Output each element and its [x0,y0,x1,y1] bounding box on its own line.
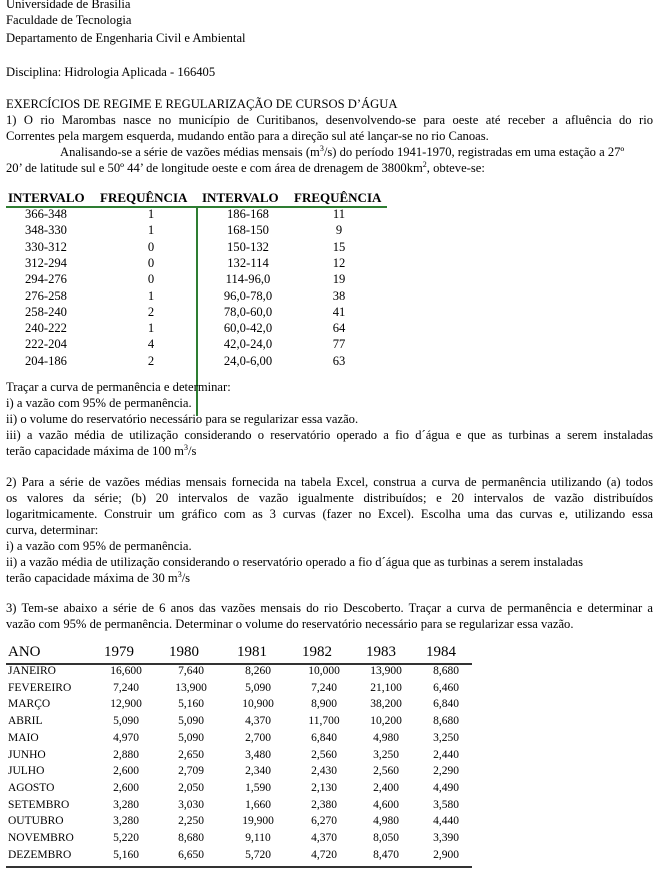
table2-cell: 3,250 [373,748,399,761]
table1-row [6,256,387,272]
ex2-task-ii-line2: terão capacidade máxima de 30 $m^3/s$ [6,569,191,585]
table2-cell: 13,900 [175,681,207,694]
table2-row [6,815,472,832]
table2-month: DEZEMBRO [8,848,72,861]
table2-header-year-label: ANO [8,644,41,660]
table1-cell: 41 [332,304,346,319]
table2-cell: 10,000 [308,665,340,677]
table2-cell: 2,700 [245,731,271,744]
table2-row [6,665,472,682]
table2-month: AGOSTO [8,781,55,794]
table1-cell: 2 [147,304,155,319]
ex2-task-i: i) a vazão com 95% de permanência. [6,539,192,553]
table1-cell: 64 [332,321,346,336]
table1-row [6,289,387,305]
table2-cell: 2,130 [311,781,337,794]
discipline-line: Disciplina: Hidrologia Aplicada - 166405 [6,65,216,79]
table1-cell: 19 [332,272,346,287]
ex1-task-iii-line2: terão capacidade máxima de 100 $m^3/s$ [6,442,197,458]
ex1-task-i: i) a vazão com 95% de permanência. [6,396,192,410]
table2-cell: 3,250 [433,731,459,744]
table1-cell: 63 [332,353,346,368]
exercise-title: EXERCÍCIOS DE REGIME E REGULARIZAÇÃO DE CURSOS D’ÁGUA [6,97,398,111]
table2-cell: 16,600 [110,665,142,677]
department-name: Departamento de Engenharia Civil e Ambiental [6,31,246,45]
table2-month: MAIO [8,731,39,744]
table1-row [6,240,387,256]
table1-cell: 222-204 [25,337,67,352]
table1-cell: 114-96,0 [225,272,271,287]
ex1-task-intro: Traçar a curva de permanência e determinar: [6,380,231,394]
ex2-line1: 2) Para a série de vazões médias mensais fornecida na tabela Excel, construa a curva de permanência utilizando (a) todos [6,475,653,489]
table2-cell: 2,709 [178,765,204,778]
table1-cell: 1 [147,288,155,303]
table2-cell: 2,440 [433,748,459,761]
table2-cell: 6,840 [311,731,337,744]
table2-cell: 12,900 [110,698,142,711]
table2-cell: 11,700 [308,715,340,728]
table1-cell: 0 [147,239,155,254]
faculty-name: Faculdade de Tecnologia [6,13,132,27]
table2-month: SETEMBRO [8,798,70,811]
table2-cell: 2,290 [433,765,459,778]
table2-row [6,682,472,699]
table2-row [6,832,472,849]
table2-row [6,732,472,749]
table2-cell: 7,640 [178,665,204,677]
table1-cell: 24,0-6,00 [223,353,273,368]
table2-month: NOVEMBRO [8,832,74,844]
table1-cell: 1 [147,223,155,238]
table2-cell: 5,090 [245,681,271,694]
table2-cell: 8,050 [373,832,399,844]
table1-cell: 276-258 [25,288,67,303]
table2-cell: 5,160 [178,698,204,711]
table2-cell: 2,380 [311,798,337,811]
table2-header-1980: 1980 [169,644,199,660]
table1-cell: 366-348 [25,207,67,221]
table2-cell: 2,560 [373,765,399,778]
table2-cell: 10,900 [242,698,274,711]
table2-cell: 2,400 [373,781,399,794]
table2-cell: 5,090 [178,715,204,728]
table2-header-1983: 1983 [366,644,396,660]
table2-month: OUTUBRO [8,815,64,828]
table2-cell: 7,240 [113,681,139,694]
table2-cell: 9,110 [245,832,271,844]
table2-row [6,749,472,766]
table2-row [6,715,472,732]
table2-cell: 5,090 [113,715,139,728]
table2-cell: 4,440 [433,815,459,828]
table1-cell: 15 [332,239,346,254]
ex1-task-iii-line1: iii) a vazão média de utilização considerando o reservatório operado a fio d´água e que as turbinas a serem instaladas [6,428,653,442]
table2-cell: 8,900 [311,698,337,711]
table2-header-1979: 1979 [104,644,134,660]
university-name: Universidade de Brasília [6,0,131,11]
table1-header-frequency-1: FREQUÊNCIA [100,190,188,205]
table1-row [6,321,387,337]
table2-cell: 8,260 [245,665,271,677]
table2-cell: 2,650 [178,748,204,761]
table2-row [6,782,472,799]
table2-cell: 3,390 [433,832,459,844]
table2-month: JULHO [8,765,45,778]
table2-cell: 19,900 [242,815,274,828]
table1-cell: 168-150 [227,223,269,238]
table1-cell: 96,0-78,0 [223,288,273,303]
table1-cell: 1 [147,321,155,336]
table2-cell: 10,200 [370,715,402,728]
table1-cell: 60,0-42,0 [223,321,273,336]
table2-cell: 21,100 [370,681,402,694]
table2-cell: 4,600 [373,798,399,811]
table2-month: ABRIL [8,715,43,728]
table1-cell: 42,0-24,0 [223,337,273,352]
table1-cell: 0 [147,255,155,270]
table2-cell: 13,900 [370,665,402,677]
table1-cell: 78,0-60,0 [223,304,273,319]
table1-cell: 348-330 [25,223,67,238]
table2-cell: 6,650 [178,848,204,861]
table1-cell: 12 [332,255,346,270]
table2-cell: 5,160 [113,848,139,861]
table2-cell: 2,560 [311,748,337,761]
table1-row [6,305,387,321]
table2-header-1981: 1981 [237,644,267,660]
table1-cell: 204-186 [25,353,67,368]
table2-cell: 2,900 [433,848,459,861]
table2-row [6,765,472,782]
table2-month: JANEIRO [8,665,56,677]
table1-header-interval-1: INTERVALO [8,190,85,205]
table2-cell: 2,050 [178,781,204,794]
table1-cell: 77 [332,337,346,352]
table1-cell: 186-168 [227,207,269,221]
table2-header-1982: 1982 [302,644,332,660]
table1-cell: 11 [332,207,346,221]
table2-cell: 2,600 [113,781,139,794]
table2-cell: 8,680 [433,665,459,677]
table2-cell: 2,340 [245,765,271,778]
table2-row [6,849,472,866]
table2-cell: 8,680 [433,715,459,728]
table2-cell: 5,220 [113,832,139,844]
ex1-paragraph-line1: 1) O rio Marombas nasce no município de Curitibanos, desenvolvendo-se para oeste até receber a afluência do rio [6,113,653,127]
table2-cell: 1,660 [245,798,271,811]
table1-cell: 38 [332,288,346,303]
table1-header-frequency-2: FREQUÊNCIA [294,190,382,205]
table2-cell: 4,980 [373,731,399,744]
table2-cell: 8,470 [373,848,399,861]
table1-row [6,207,387,223]
table2-month: FEVEREIRO [8,681,72,694]
table2-cell: 4,370 [245,715,271,728]
table2-cell: 3,280 [113,798,139,811]
table2-cell: 6,270 [311,815,337,828]
table1-cell: 132-114 [227,255,269,270]
table1-cell: 240-222 [25,321,67,336]
table2-cell: 3,280 [113,815,139,828]
table1-cell: 2 [147,353,155,368]
ex2-line4: curva, determinar: [6,523,99,537]
table1-cell: 330-312 [25,239,67,254]
table2-header-1984: 1984 [426,644,456,660]
table2-cell: 2,600 [113,765,139,778]
table1-cell: 4 [147,337,155,352]
table2-cell: 4,370 [311,832,337,844]
table1-cell: 150-132 [227,239,269,254]
ex1-paragraph-line4: 20’ de latitude sul e 50º 44’ de longitude oeste e com área de drenagem de $3800km^2$, obteve-se: [6,159,485,175]
table1-cell: 9 [335,223,343,238]
table1-header-interval-2: INTERVALO [202,190,279,205]
ex1-paragraph-line2: Correntes pela margem esquerda, mudando então para a direção sul até lançar-se no rio Canoas. [6,129,489,143]
table1-cell: 0 [147,272,155,287]
table2-cell: 3,030 [178,798,204,811]
table2-cell: 5,090 [178,731,204,744]
table2-cell: 38,200 [370,698,402,711]
table2-cell: 3,480 [245,748,271,761]
table2-month: MARÇO [8,698,51,711]
table2-cell: 4,980 [373,815,399,828]
table2-cell: 2,430 [311,765,337,778]
table2-row [6,799,472,816]
ex3-line1: 3) Tem-se abaixo a série de 6 anos das vazões mensais do rio Descoberto. Traçar a curva de permanência e determinar a [6,601,653,615]
table1-cell: 258-240 [25,304,67,319]
table2-row [6,698,472,715]
table2-cell: 4,970 [113,731,139,744]
table1-row [6,272,387,288]
table2-cell: 4,490 [433,781,459,794]
ex2-line2: os valores da série; (b) 20 intervalos de vazão igualmente distribuídos; e 20 intervalos de vazão distribuídos [6,491,653,505]
table1-row [6,337,387,353]
table2-cell: 3,580 [433,798,459,811]
ex3-line2: vazão com 95% de permanência. Determinar o volume do reservatório necessário para se regularizar essa vazão. [6,617,574,631]
table1-cell: 312-294 [25,255,67,270]
table2-cell: 6,840 [433,698,459,711]
ex1-paragraph-line3: Analisando-se a série de vazões médias mensais $(m^3/s)$ do período 1941-1970, registradas em uma estação a 27º [60,143,625,159]
table2-cell: 8,680 [178,832,204,844]
table1-cell: 1 [147,207,155,221]
table2-month: JUNHO [8,748,46,761]
table2-bottom-rule [6,866,472,868]
table2-cell: 1,590 [245,781,271,794]
table1-row [6,354,387,370]
ex2-line3: logaritmicamente. Construir um gráfico com as 3 curvas (fazer no Excel). Escolha uma das curvas e, utilizando essa [6,507,653,521]
table2-cell: 5,720 [245,848,271,861]
table2-cell: 4,720 [311,848,337,861]
ex1-task-ii: ii) o volume do reservatório necessário para se regularizar essa vazão. [6,412,359,426]
ex2-task-ii: ii) a vazão média de utilização considerando o reservatório operado a fio d´água que as turbinas a serem instaladas [6,555,583,569]
table1-cell: 294-276 [25,272,67,287]
table1-row [6,223,387,239]
table2-cell: 7,240 [311,681,337,694]
table2-cell: 2,880 [113,748,139,761]
table2-cell: 2,250 [178,815,204,828]
table2-cell: 6,460 [433,681,459,694]
